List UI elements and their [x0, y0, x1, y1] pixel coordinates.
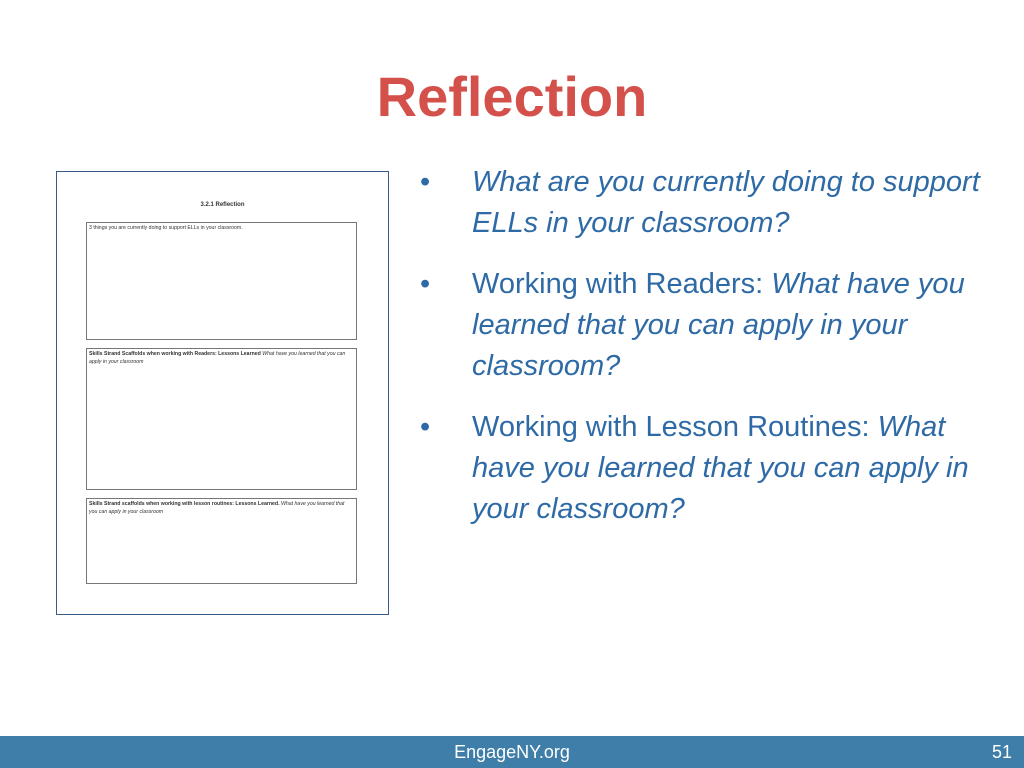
- bullet-item-lesson-routines: [420, 407, 980, 530]
- worksheet-box-text: 3 things you are currently doing to support ELLs in your classroom.: [89, 225, 243, 231]
- worksheet-box-lesson-routines: [86, 498, 357, 584]
- worksheet-box-prompt: What have you learned that you can apply in your classroom: [89, 351, 346, 365]
- footer-bar: [0, 736, 1024, 768]
- bullet-text: Working with Readers:: [472, 268, 772, 300]
- bullet-icon: •: [420, 268, 431, 300]
- bullet-question: What are you currently doing to support ELLs in your classroom?: [472, 166, 980, 239]
- worksheet-box-current-practices: [86, 222, 357, 340]
- bullet-icon: •: [420, 411, 431, 443]
- worksheet-box-heading: Skills Strand scaffolds when working with lesson routines: Lessons Learned.: [89, 501, 280, 507]
- slide-number: 51: [991, 742, 1012, 762]
- worksheet-box-readers: [86, 348, 357, 490]
- bullet-icon: •: [420, 166, 431, 198]
- worksheet-box-heading: Skills Strand Scaffolds when working with Readers: Lessons Learned: [89, 351, 261, 357]
- reflection-questions: [420, 162, 980, 550]
- bullet-question: What have you learned that you can apply in your classroom?: [472, 411, 969, 525]
- bullet-item-current-practices: [420, 162, 980, 244]
- bullet-text: Working with Lesson Routines:: [472, 411, 878, 443]
- bullet-question: What have you learned that you can apply in your classroom?: [472, 268, 965, 382]
- bullet-item-readers: [420, 264, 980, 387]
- worksheet-thumbnail: [56, 171, 389, 615]
- worksheet-title: 3.2.1 Reflection: [200, 202, 245, 208]
- slide-title: Reflection: [376, 65, 648, 128]
- footer-site-name: EngageNY.org: [454, 742, 570, 762]
- worksheet-box-prompt: What have you learned that you can apply in your classroom: [89, 501, 345, 515]
